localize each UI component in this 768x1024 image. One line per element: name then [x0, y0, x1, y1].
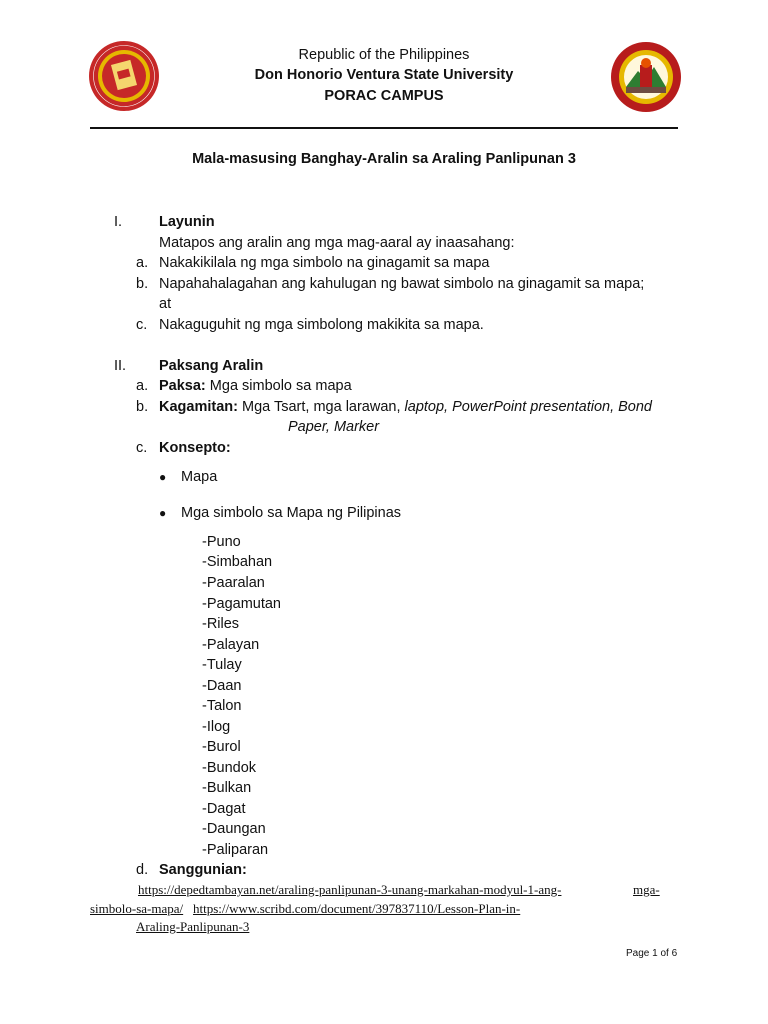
document-title: Mala-masusing Banghay-Aralin sa Araling Panlipunan 3: [192, 151, 576, 167]
topic-label: Paksa:: [159, 378, 206, 394]
symbol-item: -Paaralan: [202, 575, 265, 591]
materials-value-line2: Paper, Marker: [288, 419, 380, 435]
symbol-item: -Tulay: [202, 657, 242, 673]
symbol-item: -Talon: [202, 698, 242, 714]
bullet-icon: ●: [159, 506, 167, 520]
symbol-item: -Paliparan: [202, 842, 269, 858]
concept-bullet-symbols: Mga simbolo sa Mapa ng Pilipinas: [181, 505, 402, 521]
section1-intro: Matapos ang aralin ang mga mag-aaral ay inaasahang:: [159, 235, 515, 251]
symbol-item: -Dagat: [202, 801, 246, 817]
materials-value-italic: laptop, PowerPoint presentation, Bond: [404, 399, 653, 415]
symbol-item: -Riles: [202, 616, 240, 632]
header-divider: [90, 127, 678, 129]
references-label: Sanggunian:: [159, 862, 247, 878]
objective-c-text: Nakaguguhit ng mga simbolong makikita sa mapa.: [159, 317, 484, 333]
materials-letter: b.: [136, 399, 149, 415]
concept-label: Konsepto:: [159, 440, 231, 456]
reference-link-1-cont[interactable]: simbolo-sa-mapa/: [90, 901, 184, 916]
reference-link-2-cont[interactable]: Araling-Panlipunan-3: [136, 919, 250, 934]
section2-numeral: II.: [114, 358, 127, 374]
objective-a-text: Nakakikilala ng mga simbolo na ginagamit sa mapa: [159, 255, 490, 271]
topic-line: [159, 378, 352, 395]
symbol-item: -Ilog: [202, 719, 231, 735]
section2-heading: Paksang Aralin: [159, 358, 264, 374]
header-university: Don Honorio Ventura State University: [254, 67, 514, 83]
symbol-item: -Bulkan: [202, 780, 252, 796]
symbol-item: -Burol: [202, 739, 241, 755]
reference-link-1-tail[interactable]: mga-: [633, 882, 660, 897]
symbol-item: -Bundok: [202, 760, 257, 776]
bullet-icon: ●: [159, 470, 167, 484]
symbol-item: -Daungan: [202, 821, 266, 837]
objective-b-text-cont: at: [159, 296, 172, 312]
section1-numeral: I.: [114, 214, 123, 230]
symbol-item: -Pagamutan: [202, 596, 281, 612]
header-campus: PORAC CAMPUS: [324, 88, 444, 104]
materials-label: Kagamitan:: [159, 399, 238, 415]
page-number: Page 1 of 6: [626, 948, 678, 959]
reference-link-1[interactable]: https://depedtambayan.net/araling-panlipunan-3-unang-markahan-modyul-1-ang-: [138, 882, 562, 897]
objective-b-letter: b.: [136, 276, 149, 292]
objective-c-letter: c.: [136, 317, 148, 333]
reference-link-2[interactable]: https://www.scribd.com/document/397837110/Lesson-Plan-in-: [193, 901, 521, 916]
symbol-item: -Palayan: [202, 637, 260, 653]
objective-b-text: Napahahalagahan ang kahulugan ng bawat simbolo na ginagamit sa mapa;: [159, 276, 645, 292]
materials-line: [159, 399, 652, 416]
symbol-item: -Daan: [202, 678, 242, 694]
topic-letter: a.: [136, 378, 149, 394]
materials-value: Mga Tsart, mga larawan,: [242, 399, 405, 415]
references-letter: d.: [136, 862, 149, 878]
topic-value: Mga simbolo sa mapa: [209, 378, 352, 394]
concept-letter: c.: [136, 440, 148, 456]
header-republic: Republic of the Philippines: [298, 47, 470, 63]
concept-bullet-mapa: Mapa: [181, 469, 218, 485]
symbol-item: -Puno: [202, 534, 241, 550]
objective-a-letter: a.: [136, 255, 149, 271]
symbol-item: -Simbahan: [202, 554, 273, 570]
section1-heading: Layunin: [159, 214, 215, 230]
